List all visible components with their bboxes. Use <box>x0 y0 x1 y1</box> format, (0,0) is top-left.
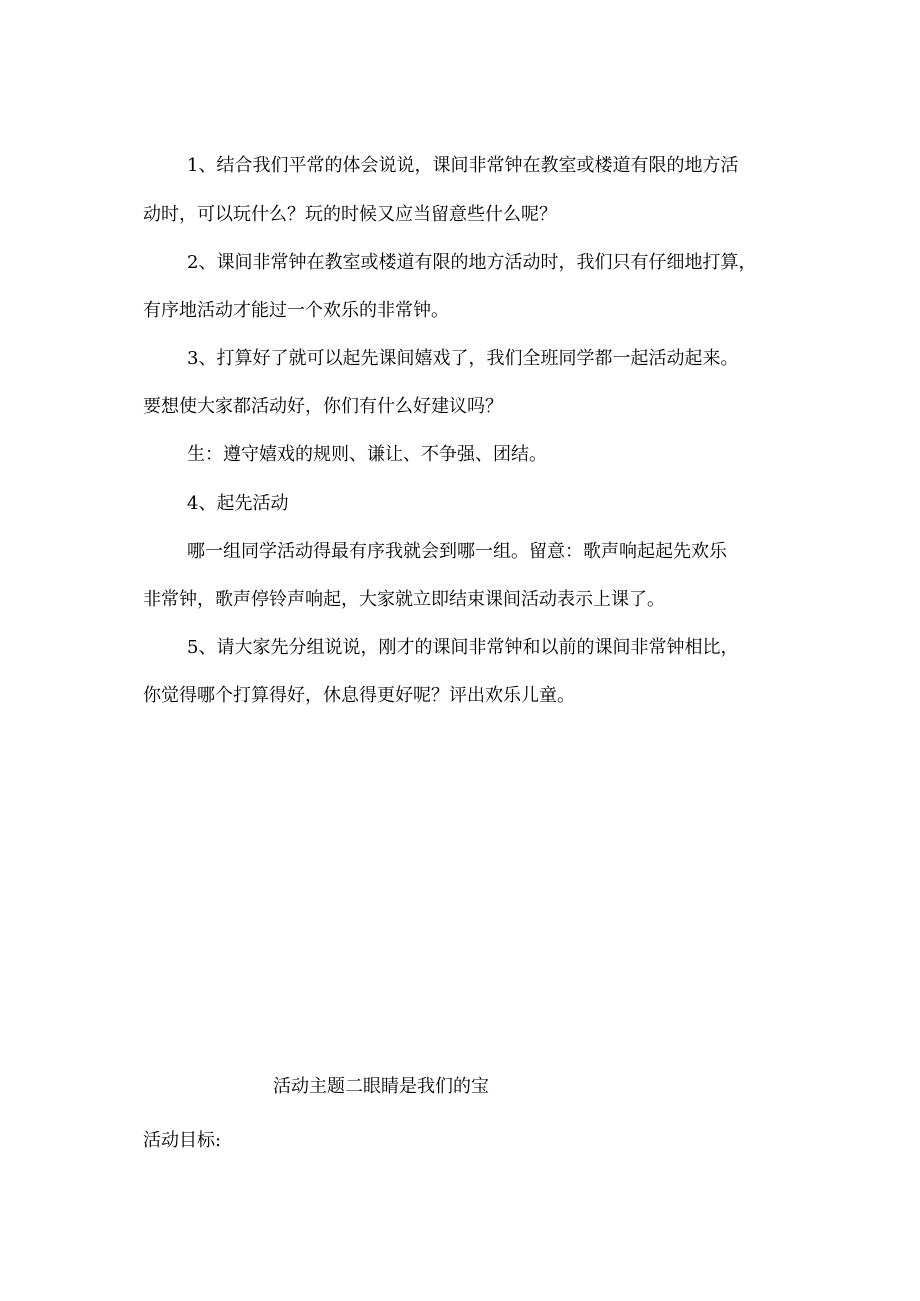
paragraph-1-line-1: 1、结合我们平常的体会说说，课间非常钟在教室或楼道有限的地方活 <box>187 155 739 176</box>
section-label: 活动目标: <box>143 1130 222 1151</box>
paragraph-4-line-1: 生：遵守嬉戏的规则、谦让、不争强、团结。 <box>187 444 547 465</box>
paragraph-6-line-2: 非常钟，歌声停铃声响起，大家就立即结束课间活动表示上课了。 <box>143 589 665 610</box>
paragraph-2-line-1: 2、课间非常钟在教室或楼道有限的地方活动时，我们只有仔细地打算， <box>187 252 757 273</box>
paragraph-6-line-1: 哪一组同学活动得最有序我就会到哪一组。留意：歌声响起起先欢乐 <box>187 541 727 562</box>
paragraph-1-line-2: 动时，可以玩什么？玩的时候又应当留意些什么呢？ <box>143 204 557 225</box>
paragraph-2-line-2: 有序地活动才能过一个欢乐的非常钟。 <box>143 300 449 321</box>
paragraph-3-line-2: 要想使大家都活动好，你们有什么好建议吗？ <box>143 396 503 417</box>
paragraph-7-line-1: 5、请大家先分组说说，刚才的课间非常钟和以前的课间非常钟相比， <box>187 637 739 658</box>
paragraph-3-line-1: 3、打算好了就可以起先课间嬉戏了，我们全班同学都一起活动起来。 <box>187 348 739 369</box>
paragraph-7-line-2: 你觉得哪个打算得好，休息得更好呢？评出欢乐儿童。 <box>143 685 575 706</box>
paragraph-5-line-1: 4、起先活动 <box>187 493 289 514</box>
section-title: 活动主题二眼睛是我们的宝 <box>273 1076 489 1097</box>
